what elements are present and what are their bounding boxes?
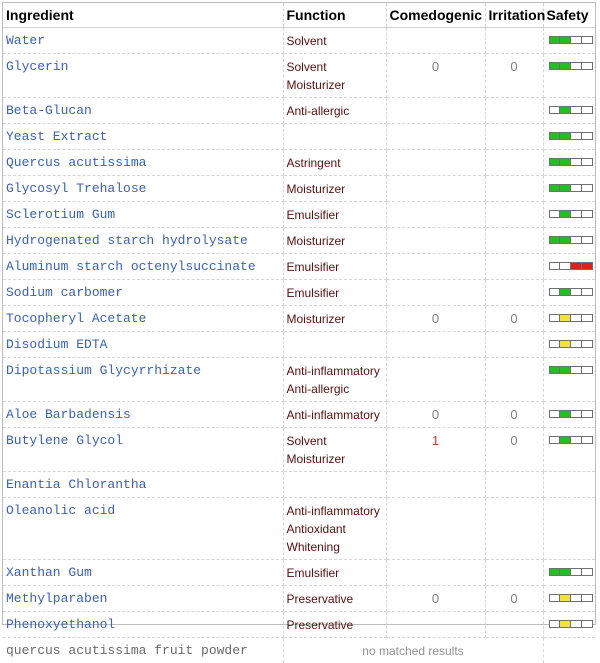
safety-meter bbox=[549, 36, 593, 44]
irritation-value: 0 bbox=[510, 406, 518, 422]
safety-segment bbox=[582, 211, 592, 217]
table-row bbox=[3, 427, 595, 471]
function-cell bbox=[283, 331, 386, 357]
safety-segment bbox=[571, 595, 582, 601]
function-label: Anti-inflammatory bbox=[286, 363, 380, 378]
ingredient-cell bbox=[3, 201, 283, 227]
safety-segment bbox=[571, 133, 582, 139]
comedogenic-cell bbox=[386, 279, 485, 305]
ingredient-cell bbox=[3, 305, 283, 331]
safety-segment bbox=[560, 411, 571, 417]
safety-meter bbox=[549, 236, 593, 244]
irritation-cell bbox=[485, 401, 543, 427]
safety-segment bbox=[560, 159, 571, 165]
ingredient-cell bbox=[3, 175, 283, 201]
safety-segment bbox=[582, 133, 592, 139]
function-cell bbox=[283, 401, 386, 427]
function-label: Moisturizer bbox=[286, 451, 346, 466]
table-row bbox=[3, 331, 595, 357]
function-cell bbox=[283, 611, 386, 637]
safety-segment bbox=[582, 595, 592, 601]
safety-segment bbox=[582, 263, 592, 269]
function-label: Whitening bbox=[286, 539, 340, 554]
irritation-value: 0 bbox=[510, 432, 518, 448]
irritation-cell bbox=[485, 611, 543, 637]
safety-segment bbox=[550, 569, 561, 575]
function-label: Emulsifier bbox=[286, 259, 340, 274]
ingredient-cell bbox=[3, 497, 283, 559]
ingredient-cell bbox=[3, 559, 283, 585]
function-label: Solvent bbox=[286, 433, 327, 448]
table-row bbox=[3, 53, 595, 97]
safety-meter bbox=[549, 158, 593, 166]
function-cell bbox=[283, 149, 386, 175]
irritation-cell bbox=[485, 559, 543, 585]
safety-segment bbox=[571, 411, 582, 417]
safety-meter bbox=[549, 620, 593, 628]
safety-segment bbox=[550, 159, 561, 165]
safety-segment bbox=[571, 437, 582, 443]
ingredient-cell bbox=[3, 149, 283, 175]
irritation-cell bbox=[485, 123, 543, 149]
safety-segment bbox=[550, 411, 561, 417]
safety-cell bbox=[543, 331, 595, 357]
irritation-cell bbox=[485, 279, 543, 305]
function-cell bbox=[283, 53, 386, 97]
safety-segment bbox=[550, 263, 561, 269]
function-label: Astringent bbox=[286, 155, 341, 170]
table-row-unmatched bbox=[3, 637, 595, 663]
function-label: Moisturizer bbox=[286, 233, 346, 248]
function-cell bbox=[283, 357, 386, 401]
table-row bbox=[3, 585, 595, 611]
ingredient-cell bbox=[3, 331, 283, 357]
ingredient-cell bbox=[3, 401, 283, 427]
safety-segment bbox=[550, 315, 561, 321]
ingredient-cell bbox=[3, 471, 283, 497]
safety-segment bbox=[582, 185, 592, 191]
ingredient-link[interactable]: Glycerin bbox=[6, 58, 69, 74]
comedogenic-cell bbox=[386, 357, 485, 401]
irritation-cell bbox=[485, 53, 543, 97]
table-row bbox=[3, 401, 595, 427]
safety-meter bbox=[549, 184, 593, 192]
function-cell bbox=[283, 585, 386, 611]
irritation-cell bbox=[485, 201, 543, 227]
table-row bbox=[3, 149, 595, 175]
ingredient-cell bbox=[3, 279, 283, 305]
safety-meter bbox=[549, 340, 593, 348]
function-header: Function bbox=[283, 3, 386, 27]
function-label: Emulsifier bbox=[286, 285, 340, 300]
safety-segment bbox=[550, 621, 561, 627]
safety-segment bbox=[560, 621, 571, 627]
safety-segment bbox=[571, 185, 582, 191]
safety-cell bbox=[543, 253, 595, 279]
safety-segment bbox=[550, 37, 561, 43]
ingredient-link[interactable]: Sodium carbomer bbox=[6, 284, 124, 300]
safety-cell bbox=[543, 149, 595, 175]
function-cell bbox=[283, 253, 386, 279]
ingredient-link[interactable]: Methylparaben bbox=[6, 590, 108, 606]
function-cell bbox=[283, 559, 386, 585]
ingredient-link[interactable]: Enantia Chlorantha bbox=[6, 476, 147, 492]
safety-segment bbox=[582, 237, 592, 243]
table-row bbox=[3, 305, 595, 331]
comedogenic-value: 0 bbox=[431, 58, 440, 74]
safety-segment bbox=[550, 185, 561, 191]
comedogenic-cell bbox=[386, 149, 485, 175]
safety-segment bbox=[550, 133, 561, 139]
table-row bbox=[3, 471, 595, 497]
safety-meter bbox=[549, 366, 593, 374]
safety-segment bbox=[582, 341, 592, 347]
no-match-message: no matched results bbox=[362, 643, 464, 658]
ingredient-link[interactable]: Phenoxyethanol bbox=[6, 616, 116, 632]
ingredient-cell bbox=[3, 427, 283, 471]
table-row bbox=[3, 175, 595, 201]
safety-segment bbox=[560, 185, 571, 191]
ingredient-link[interactable]: Dipotassium Glycyrrhizate bbox=[6, 362, 202, 378]
safety-segment bbox=[582, 159, 592, 165]
safety-cell bbox=[543, 497, 595, 559]
comedogenic-cell bbox=[386, 201, 485, 227]
safety-segment bbox=[550, 367, 561, 373]
safety-cell bbox=[543, 305, 595, 331]
safety-segment bbox=[560, 211, 571, 217]
irritation-cell bbox=[485, 357, 543, 401]
safety-segment bbox=[560, 569, 571, 575]
ingredient-link[interactable]: Glycosyl Trehalose bbox=[6, 180, 147, 196]
safety-segment bbox=[560, 367, 571, 373]
safety-segment bbox=[582, 289, 592, 295]
safety-cell bbox=[543, 227, 595, 253]
safety-meter bbox=[549, 132, 593, 140]
function-label: Anti-allergic bbox=[286, 103, 350, 118]
ingredient-cell bbox=[3, 53, 283, 97]
comedogenic-cell bbox=[386, 27, 485, 53]
safety-segment bbox=[571, 289, 582, 295]
ingredient-cell bbox=[3, 123, 283, 149]
comedogenic-cell bbox=[386, 331, 485, 357]
ingredient-link[interactable]: Hydrogenated starch hydrolysate bbox=[6, 232, 248, 248]
safety-segment bbox=[560, 133, 571, 139]
ingredient-cell bbox=[3, 253, 283, 279]
safety-meter bbox=[549, 436, 593, 444]
safety-segment bbox=[560, 595, 571, 601]
ingredient-link[interactable]: Beta-Glucan bbox=[6, 102, 92, 118]
function-label: Preservative bbox=[286, 591, 354, 606]
ingredient-link[interactable]: Disodium EDTA bbox=[6, 336, 108, 352]
safety-cell bbox=[543, 401, 595, 427]
safety-segment bbox=[560, 37, 571, 43]
ingredient-cell bbox=[3, 27, 283, 53]
table-row bbox=[3, 559, 595, 585]
function-cell bbox=[283, 279, 386, 305]
table-row bbox=[3, 201, 595, 227]
safety-meter bbox=[549, 210, 593, 218]
irritation-cell bbox=[485, 427, 543, 471]
function-label: Anti-allergic bbox=[286, 381, 350, 396]
safety-segment bbox=[560, 237, 571, 243]
safety-cell bbox=[543, 357, 595, 401]
table-row bbox=[3, 123, 595, 149]
safety-meter bbox=[549, 568, 593, 576]
function-label: Moisturizer bbox=[286, 77, 346, 92]
safety-segment bbox=[582, 411, 592, 417]
safety-cell bbox=[543, 123, 595, 149]
irritation-cell bbox=[485, 253, 543, 279]
safety-meter bbox=[549, 410, 593, 418]
ingredient-table-panel bbox=[2, 2, 596, 658]
safety-segment bbox=[571, 341, 582, 347]
safety-segment bbox=[550, 341, 561, 347]
ingredient-link[interactable]: Aloe Barbadensis bbox=[6, 406, 131, 422]
ingredient-link[interactable]: Yeast Extract bbox=[6, 128, 108, 144]
comedogenic-cell bbox=[386, 559, 485, 585]
safety-segment bbox=[571, 367, 582, 373]
safety-segment bbox=[560, 315, 571, 321]
ingredient-cell bbox=[3, 227, 283, 253]
table-row bbox=[3, 97, 595, 123]
ingredient-link[interactable]: Oleanolic acid bbox=[6, 502, 116, 518]
irritation-cell bbox=[485, 175, 543, 201]
table-row bbox=[3, 357, 595, 401]
safety-segment bbox=[560, 107, 571, 113]
no-match-cell bbox=[283, 637, 543, 663]
safety-cell bbox=[543, 175, 595, 201]
unmatched-ingredient: quercus acutissima fruit powder bbox=[6, 642, 248, 658]
comedogenic-cell bbox=[386, 53, 485, 97]
function-label: Anti-inflammatory bbox=[286, 407, 380, 422]
safety-segment bbox=[582, 621, 592, 627]
comedogenic-cell bbox=[386, 227, 485, 253]
table-row bbox=[3, 27, 595, 53]
irritation-cell bbox=[485, 97, 543, 123]
safety-meter bbox=[549, 314, 593, 322]
ingredient-cell bbox=[3, 585, 283, 611]
comedogenic-cell bbox=[386, 123, 485, 149]
ingredient-link[interactable]: Sclerotium Gum bbox=[6, 206, 116, 222]
safety-segment bbox=[582, 569, 592, 575]
safety-segment bbox=[571, 263, 582, 269]
ingredient-link[interactable]: Xanthan Gum bbox=[6, 564, 92, 580]
function-label: Preservative bbox=[286, 617, 354, 632]
irritation-cell bbox=[485, 585, 543, 611]
comedogenic-value: 0 bbox=[431, 406, 440, 422]
comedogenic-cell bbox=[386, 471, 485, 497]
ingredient-link[interactable]: Tocopheryl Acetate bbox=[6, 310, 147, 326]
ingredient-link[interactable]: Water bbox=[6, 32, 46, 48]
function-label: Moisturizer bbox=[286, 181, 346, 196]
function-label: Solvent bbox=[286, 59, 327, 74]
safety-segment bbox=[550, 595, 561, 601]
function-label: Emulsifier bbox=[286, 565, 340, 580]
safety-segment bbox=[550, 237, 561, 243]
safety-cell bbox=[543, 27, 595, 53]
safety-cell bbox=[543, 637, 595, 663]
comedogenic-cell bbox=[386, 427, 485, 471]
comedogenic-cell bbox=[386, 401, 485, 427]
function-cell bbox=[283, 123, 386, 149]
ingredient-table bbox=[3, 3, 595, 663]
safety-segment bbox=[571, 211, 582, 217]
irritation-cell bbox=[485, 497, 543, 559]
safety-segment bbox=[560, 437, 571, 443]
function-label: Solvent bbox=[286, 33, 327, 48]
comedogenic-value: 1 bbox=[431, 432, 440, 448]
safety-segment bbox=[571, 37, 582, 43]
function-cell bbox=[283, 201, 386, 227]
irritation-cell bbox=[485, 227, 543, 253]
safety-meter bbox=[549, 594, 593, 602]
function-label: Anti-inflammatory bbox=[286, 503, 380, 518]
safety-cell bbox=[543, 53, 595, 97]
safety-segment bbox=[571, 107, 582, 113]
safety-segment bbox=[571, 63, 582, 69]
safety-segment bbox=[582, 107, 592, 113]
safety-segment bbox=[582, 63, 592, 69]
comedogenic-cell bbox=[386, 497, 485, 559]
header-row bbox=[3, 3, 595, 27]
safety-cell bbox=[543, 97, 595, 123]
table-row bbox=[3, 253, 595, 279]
ingredient-link[interactable]: Quercus acutissima bbox=[6, 154, 147, 170]
irritation-cell bbox=[485, 331, 543, 357]
irritation-cell bbox=[485, 149, 543, 175]
safety-segment bbox=[560, 263, 571, 269]
safety-cell bbox=[543, 279, 595, 305]
comedogenic-value: 0 bbox=[431, 310, 440, 326]
ingredient-link[interactable]: Butylene Glycol bbox=[6, 432, 124, 448]
ingredient-cell bbox=[3, 611, 283, 637]
irritation-value: 0 bbox=[510, 310, 518, 326]
comedogenic-cell bbox=[386, 175, 485, 201]
safety-cell bbox=[543, 611, 595, 637]
function-label: Moisturizer bbox=[286, 311, 346, 326]
comedogenic-value: 0 bbox=[431, 590, 440, 606]
ingredient-cell bbox=[3, 97, 283, 123]
safety-segment bbox=[550, 289, 561, 295]
function-cell bbox=[283, 471, 386, 497]
safety-cell bbox=[543, 471, 595, 497]
irritation-cell bbox=[485, 305, 543, 331]
safety-segment bbox=[571, 621, 582, 627]
comedogenic-cell bbox=[386, 97, 485, 123]
safety-header: Safety bbox=[543, 3, 595, 27]
comedogenic-cell bbox=[386, 253, 485, 279]
safety-cell bbox=[543, 559, 595, 585]
safety-cell bbox=[543, 585, 595, 611]
safety-segment bbox=[582, 37, 592, 43]
safety-cell bbox=[543, 427, 595, 471]
function-cell bbox=[283, 497, 386, 559]
irritation-cell bbox=[485, 471, 543, 497]
ingredient-cell bbox=[3, 357, 283, 401]
safety-segment bbox=[571, 569, 582, 575]
function-cell bbox=[283, 427, 386, 471]
safety-cell bbox=[543, 201, 595, 227]
ingredient-cell bbox=[3, 637, 283, 663]
irritation-cell bbox=[485, 27, 543, 53]
safety-segment bbox=[582, 367, 592, 373]
irritation-header: Irritation bbox=[485, 3, 543, 27]
safety-meter bbox=[549, 262, 593, 270]
safety-meter bbox=[549, 288, 593, 296]
table-row bbox=[3, 279, 595, 305]
table-row bbox=[3, 497, 595, 559]
safety-segment bbox=[582, 437, 592, 443]
safety-segment bbox=[571, 315, 582, 321]
ingredient-link[interactable]: Aluminum starch octenylsuccinate bbox=[6, 258, 256, 274]
function-cell bbox=[283, 175, 386, 201]
table-row bbox=[3, 611, 595, 637]
safety-segment bbox=[571, 159, 582, 165]
ingredient-header: Ingredient bbox=[3, 3, 283, 27]
table-row bbox=[3, 227, 595, 253]
irritation-value: 0 bbox=[510, 58, 518, 74]
safety-segment bbox=[560, 63, 571, 69]
function-cell bbox=[283, 305, 386, 331]
irritation-value: 0 bbox=[510, 590, 518, 606]
safety-segment bbox=[550, 107, 561, 113]
safety-segment bbox=[550, 63, 561, 69]
function-label: Antioxidant bbox=[286, 521, 346, 536]
comedogenic-cell bbox=[386, 611, 485, 637]
safety-segment bbox=[560, 289, 571, 295]
comedogenic-header: Comedogenic bbox=[386, 3, 485, 27]
safety-meter bbox=[549, 62, 593, 70]
safety-segment bbox=[550, 211, 561, 217]
comedogenic-cell bbox=[386, 585, 485, 611]
safety-segment bbox=[582, 315, 592, 321]
function-label: Emulsifier bbox=[286, 207, 340, 222]
function-cell bbox=[283, 27, 386, 53]
comedogenic-cell bbox=[386, 305, 485, 331]
function-cell bbox=[283, 227, 386, 253]
safety-meter bbox=[549, 106, 593, 114]
function-cell bbox=[283, 97, 386, 123]
safety-segment bbox=[560, 341, 571, 347]
safety-segment bbox=[571, 237, 582, 243]
safety-segment bbox=[550, 437, 561, 443]
